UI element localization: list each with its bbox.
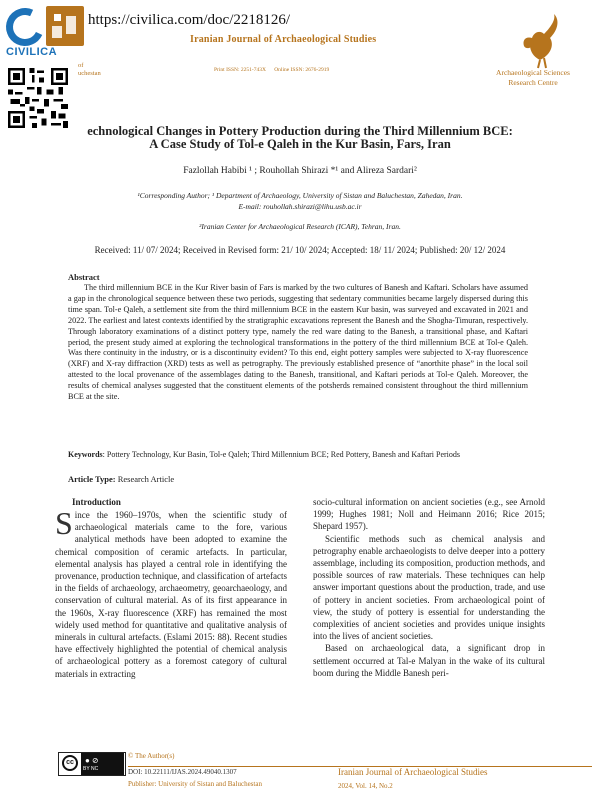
affiliation-primary bbox=[40, 190, 560, 212]
left-column-text: ince the 1960–1970s, when the scientific study of archaeological materials came to the fore, various analytical methods have been adopted to examine the chemical composition of ceramic artefacts. In particular, elemental analysis has played a central role in identifying the provenance, production technique, and classification of artefacts in the fields of archaeology, archaeometry, geoarchaeology, and conservation of cultural material. As of its first appearance in the 1960s, X-ray fluorescence (XRF) has remained the most widely used method for quantitative and qualitative analysis of minerals in cultural artefacts. (Eslami 2015: 88). Recent studies have effectively highlighted the potential of chemical analysis of archaeological pottery as a foremost category of cultural materials in extracting bbox=[55, 510, 287, 679]
abstract-heading: Abstract bbox=[68, 272, 100, 282]
copyright-line: © The Author(s) bbox=[128, 752, 175, 760]
author-email[interactable]: E-mail: rouhollah.shirazi@lihu.usb.ac.ir bbox=[238, 202, 362, 211]
cc-icon: cc bbox=[62, 755, 78, 771]
ibex-logo-icon bbox=[510, 10, 570, 70]
article-type-label: Article Type: bbox=[68, 474, 116, 484]
keywords-label: Keywords bbox=[68, 450, 103, 459]
publisher-line: Publisher: University of Sistan and Baluchestan bbox=[128, 780, 262, 788]
right-paragraph-2: Scientific methods such as chemical analysis and petrography enable archaeologists to delve deeper into a pottery assemblage, including its composition, production methods, and possible sources of raw materials. These techniques can help answer important questions about the production, trade, and use of pottery in ancient societies. From archaeological point of view, the study of pottery is essential for understanding the complexities of ancient societies and provides unique insights into the lives of ancient societies. bbox=[313, 533, 545, 642]
doi-link[interactable]: DOI: 10.22111/IJAS.2024.49040.1307 bbox=[128, 768, 237, 776]
creative-commons-badge[interactable] bbox=[58, 752, 126, 776]
footer-journal-name: Iranian Journal of Archaeological Studies bbox=[338, 767, 488, 777]
right-paragraph-1: socio-cultural information on ancient societies (e.g., see Arnold 1999; Hughes 1981; Noll and Heimann 2016; Rice 2015; Shepard 1957). bbox=[313, 497, 545, 532]
drop-cap: S bbox=[55, 505, 73, 541]
civilica-logo[interactable] bbox=[2, 4, 84, 60]
research-centre-name bbox=[478, 68, 588, 88]
university-fragment-1: of bbox=[78, 62, 84, 69]
issn-line bbox=[214, 67, 329, 73]
abstract-text: The third millennium BCE in the Kur River basin of Fars is marked by the two cultures of Banesh and Kaftari. Scholars have assumed a gap in the chronological sequence between these two periods, suggesting that sedentary communities became largely dispersed during this time span. Tol-e Qaleh, a settlement site from the third millennium BCE in the eastern Kur basin, was surveyed and excavated in 2021 and 2022. The earliest and latest contexts identified by the stratigraphic excavations represent the Banesh and the Shogha-Timuran, respectively. Through laboratory examinations of a distinct pottery type, namely the red ware dating to the Banesh, a transitional phase, and Kaftari period, the present study aimed at exploring the technological transformations in the pottery of the third millennium BCE at Tol-e Qaleh. Was there continuity in the industry, or is a discontinuity evident? To this end, eight pottery samples were subjected to X-ray fluorescence (XRF) and X-ray diffraction (XRD) tests as well as petrography. The previously established presence of “anorthite phase” in the local soil attested to the local provenance of the assemblages dating to the Banesh, transitional, and Kaftari periods at Tol-e Qaleh. Moreover, the results of chemical analyses suggested that the constituent elements of the potsherds remained consistent throughout the third millennium BCE at the site. bbox=[68, 283, 528, 402]
right-paragraph-3: Based on archaeological data, a significant drop in settlement occurred at Tal-e Malyan in the wake of its cultural boom during the Middle Banesh peri- bbox=[313, 643, 545, 678]
affiliation-2: ²Iranian Center for Archaeological Research (ICAR), Tehran, Iran. bbox=[199, 222, 401, 231]
article-title bbox=[40, 125, 560, 151]
affiliation-1: ¹Corresponding Author; ¹ Department of Archaeology, University of Sistan and Baluchestan, Zahedan, Iran. bbox=[137, 191, 463, 200]
keywords bbox=[68, 450, 538, 459]
civilica-c-icon bbox=[1, 3, 50, 52]
civilica-logo-icon bbox=[46, 6, 84, 46]
article-title-line1: echnological Changes in Pottery Production during the Third Millennium BCE: bbox=[87, 124, 513, 138]
body-column-right bbox=[313, 496, 545, 679]
volume-issue: 2024, Vol. 14, No.2 bbox=[338, 782, 393, 790]
article-type-value: Research Article bbox=[115, 474, 175, 484]
university-fragment-2: uchestan bbox=[78, 70, 101, 77]
university-fragment bbox=[78, 62, 101, 78]
research-centre-line1: Archaeological Sciences bbox=[496, 68, 570, 77]
issn-print: Print ISSN: 2251-743X bbox=[214, 67, 266, 73]
issn-online: Online ISSN: 2676-2919 bbox=[274, 67, 330, 73]
document-url[interactable]: https://civilica.com/doc/2218126/ bbox=[88, 12, 291, 28]
qr-code-icon[interactable] bbox=[8, 68, 68, 128]
journal-name-header: Iranian Journal of Archaeological Studies bbox=[190, 34, 377, 45]
article-title-line2: A Case Study of Tol-e Qaleh in the Kur Basin, Fars, Iran bbox=[149, 137, 451, 151]
civilica-label: CIVILICA bbox=[6, 46, 58, 58]
research-centre-line2: Research Centre bbox=[508, 78, 558, 87]
keywords-list: : Pottery Technology, Kur Basin, Tol-e Qaleh; Third Millennium BCE; Red Pottery, Banesh and Kaftari Periods bbox=[102, 450, 461, 459]
author-list: Fazlollah Habibi ¹ ; Rouhollah Shirazi *¹ and Alireza Sardari² bbox=[183, 166, 417, 176]
cc-license-text: BY NC bbox=[83, 766, 99, 772]
publication-dates: Received: 11/ 07/ 2024; Received in Revised form: 21/ 10/ 2024; Accepted: 18/ 11/ 2024; Published: 20/ 12/ 2024 bbox=[94, 245, 506, 255]
by-nc-icons: ● ⊘ bbox=[85, 756, 99, 765]
introduction-heading: Introduction bbox=[72, 497, 121, 507]
article-type bbox=[68, 474, 174, 484]
body-column-left bbox=[55, 505, 287, 680]
